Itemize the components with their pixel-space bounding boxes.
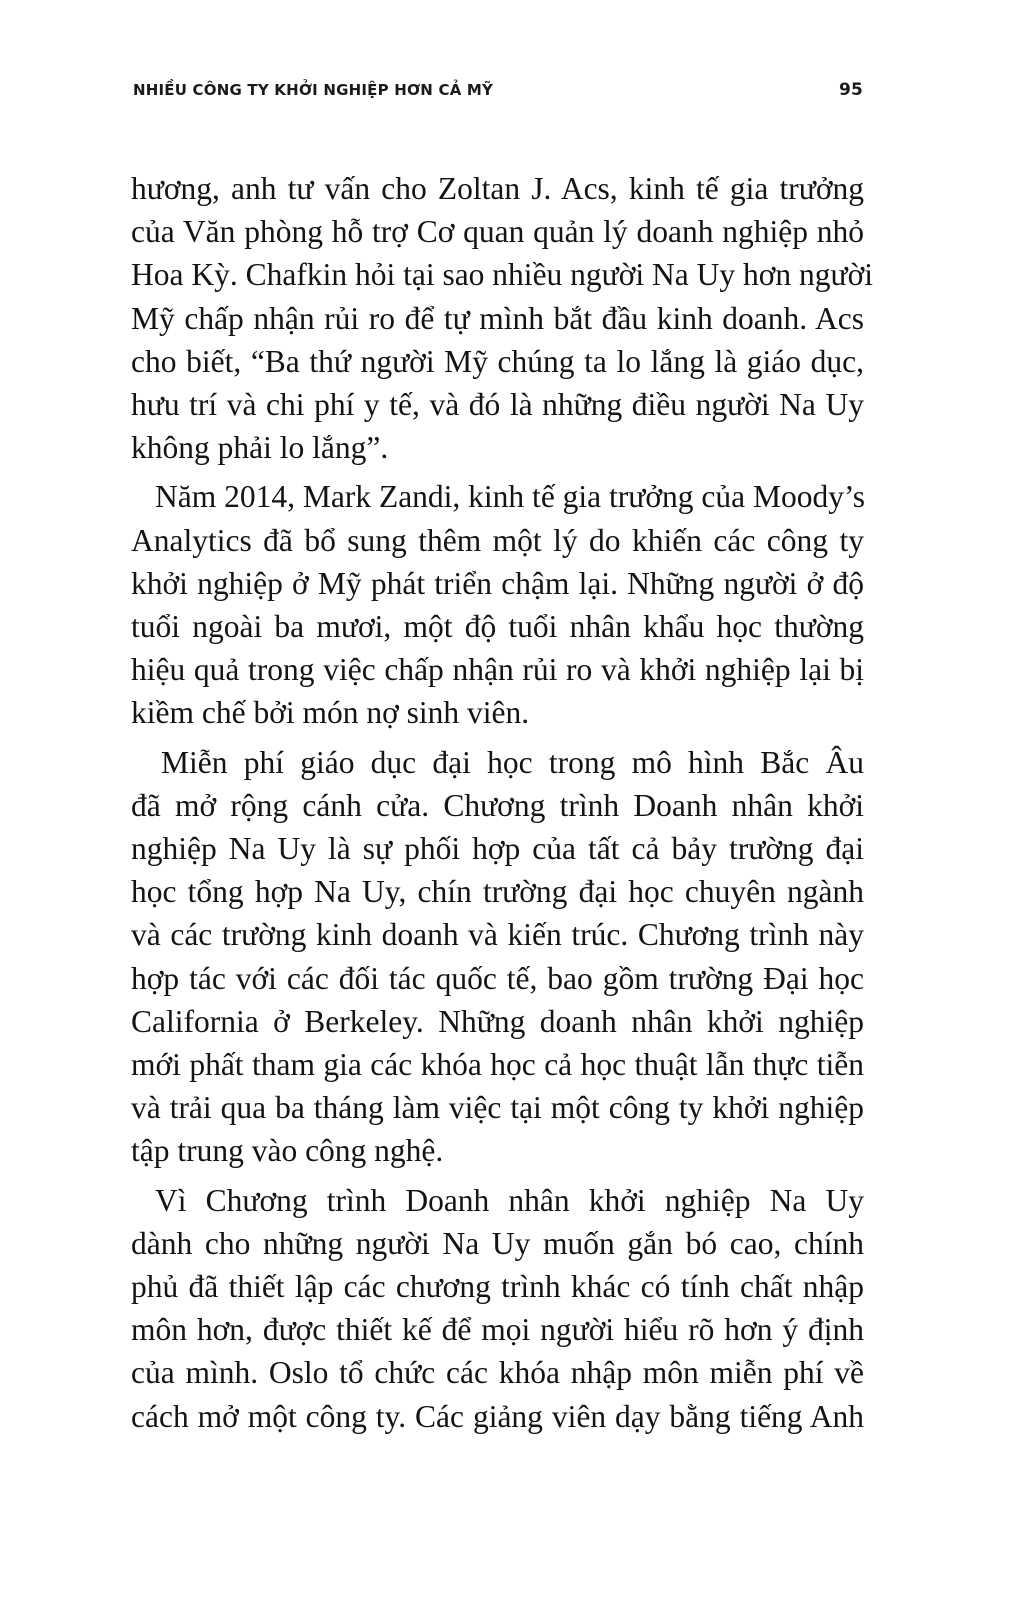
text-line: dành cho những người Na Uy muốn gắn bó cao, chính xyxy=(131,1225,864,1261)
text-line: hương, anh tư vấn cho Zoltan J. Acs, kinh tế gia trưởng xyxy=(131,171,864,206)
paragraph-2 xyxy=(131,475,864,734)
text-line: hợp tác với các đối tác quốc tế, bao gồm trường Đại học xyxy=(131,960,864,996)
text-line: học tổng hợp Na Uy, chín trường đại học chuyên ngành xyxy=(131,874,864,910)
text-line: mới phất tham gia các khóa học cả học thuật lẫn thực tiễn xyxy=(131,1047,864,1083)
text-line: cách mở một công ty. Các giảng viên dạy bằng tiếng Anh xyxy=(131,1398,864,1434)
text-line: Mỹ chấp nhận rủi ro để tự mình bắt đầu kinh doanh. Acs xyxy=(131,300,864,336)
text-line: của Văn phòng hỗ trợ Cơ quan quản lý doanh nghiệp nhỏ xyxy=(131,214,864,250)
text-line: hưu trí và chi phí y tế, và đó là những điều người Na Uy xyxy=(131,387,864,423)
text-line: phủ đã thiết lập các chương trình khác có tính chất nhập xyxy=(131,1269,864,1305)
text-line: Năm 2014, Mark Zandi, kinh tế gia trưởng của Moody’s xyxy=(155,479,865,515)
text-line: California ở Berkeley. Những doanh nhân khởi nghiệp xyxy=(131,1003,864,1039)
text-line: Analytics đã bổ sung thêm một lý do khiến các công ty xyxy=(131,522,864,558)
text-line: môn hơn, được thiết kế để mọi người hiểu rõ hơn ý định xyxy=(131,1312,864,1348)
paragraph-4 xyxy=(131,1179,864,1438)
chapter-title: NHIỀU CÔNG TY KHỞI NGHIỆP HƠN CẢ MỸ xyxy=(133,81,494,99)
text-line: và các trường kinh doanh và kiến trúc. Chương trình này xyxy=(131,917,864,953)
text-line: khởi nghiệp ở Mỹ phát triển chậm lại. Những người ở độ xyxy=(131,565,864,601)
text-line: không phải lo lắng”. xyxy=(131,430,389,466)
text-line: Miễn phí giáo dục đại học trong mô hình Bắc Âu xyxy=(161,744,864,780)
text-line: tập trung vào công nghệ. xyxy=(131,1133,444,1169)
body-text xyxy=(131,167,874,1444)
text-line: đã mở rộng cánh cửa. Chương trình Doanh nhân khởi xyxy=(131,787,864,823)
page-number: 95 xyxy=(838,80,863,100)
text-line: cho biết, “Ba thứ người Mỹ chúng ta lo lắng là giáo dục, xyxy=(131,343,864,379)
text-line: và trải qua ba tháng làm việc tại một công ty khởi nghiệp xyxy=(131,1090,864,1126)
text-line: nghiệp Na Uy là sự phối hợp của tất cả bảy trường đại xyxy=(131,831,864,867)
running-header xyxy=(133,78,863,102)
text-line: của mình. Oslo tổ chức các khóa nhập môn miễn phí về xyxy=(131,1355,864,1391)
text-line: Vì Chương trình Doanh nhân khởi nghiệp Na Uy xyxy=(155,1182,864,1218)
paragraph-1 xyxy=(131,167,874,469)
paragraph-3 xyxy=(131,741,864,1173)
text-line: hiệu quả trong việc chấp nhận rủi ro và khởi nghiệp lại bị xyxy=(131,652,864,688)
text-line: Hoa Kỳ. Chafkin hỏi tại sao nhiều người Na Uy hơn người xyxy=(131,257,874,293)
text-line: tuổi ngoài ba mươi, một độ tuổi nhân khẩu học thường xyxy=(131,609,864,645)
text-line: kiềm chế bởi món nợ sinh viên. xyxy=(131,695,530,731)
